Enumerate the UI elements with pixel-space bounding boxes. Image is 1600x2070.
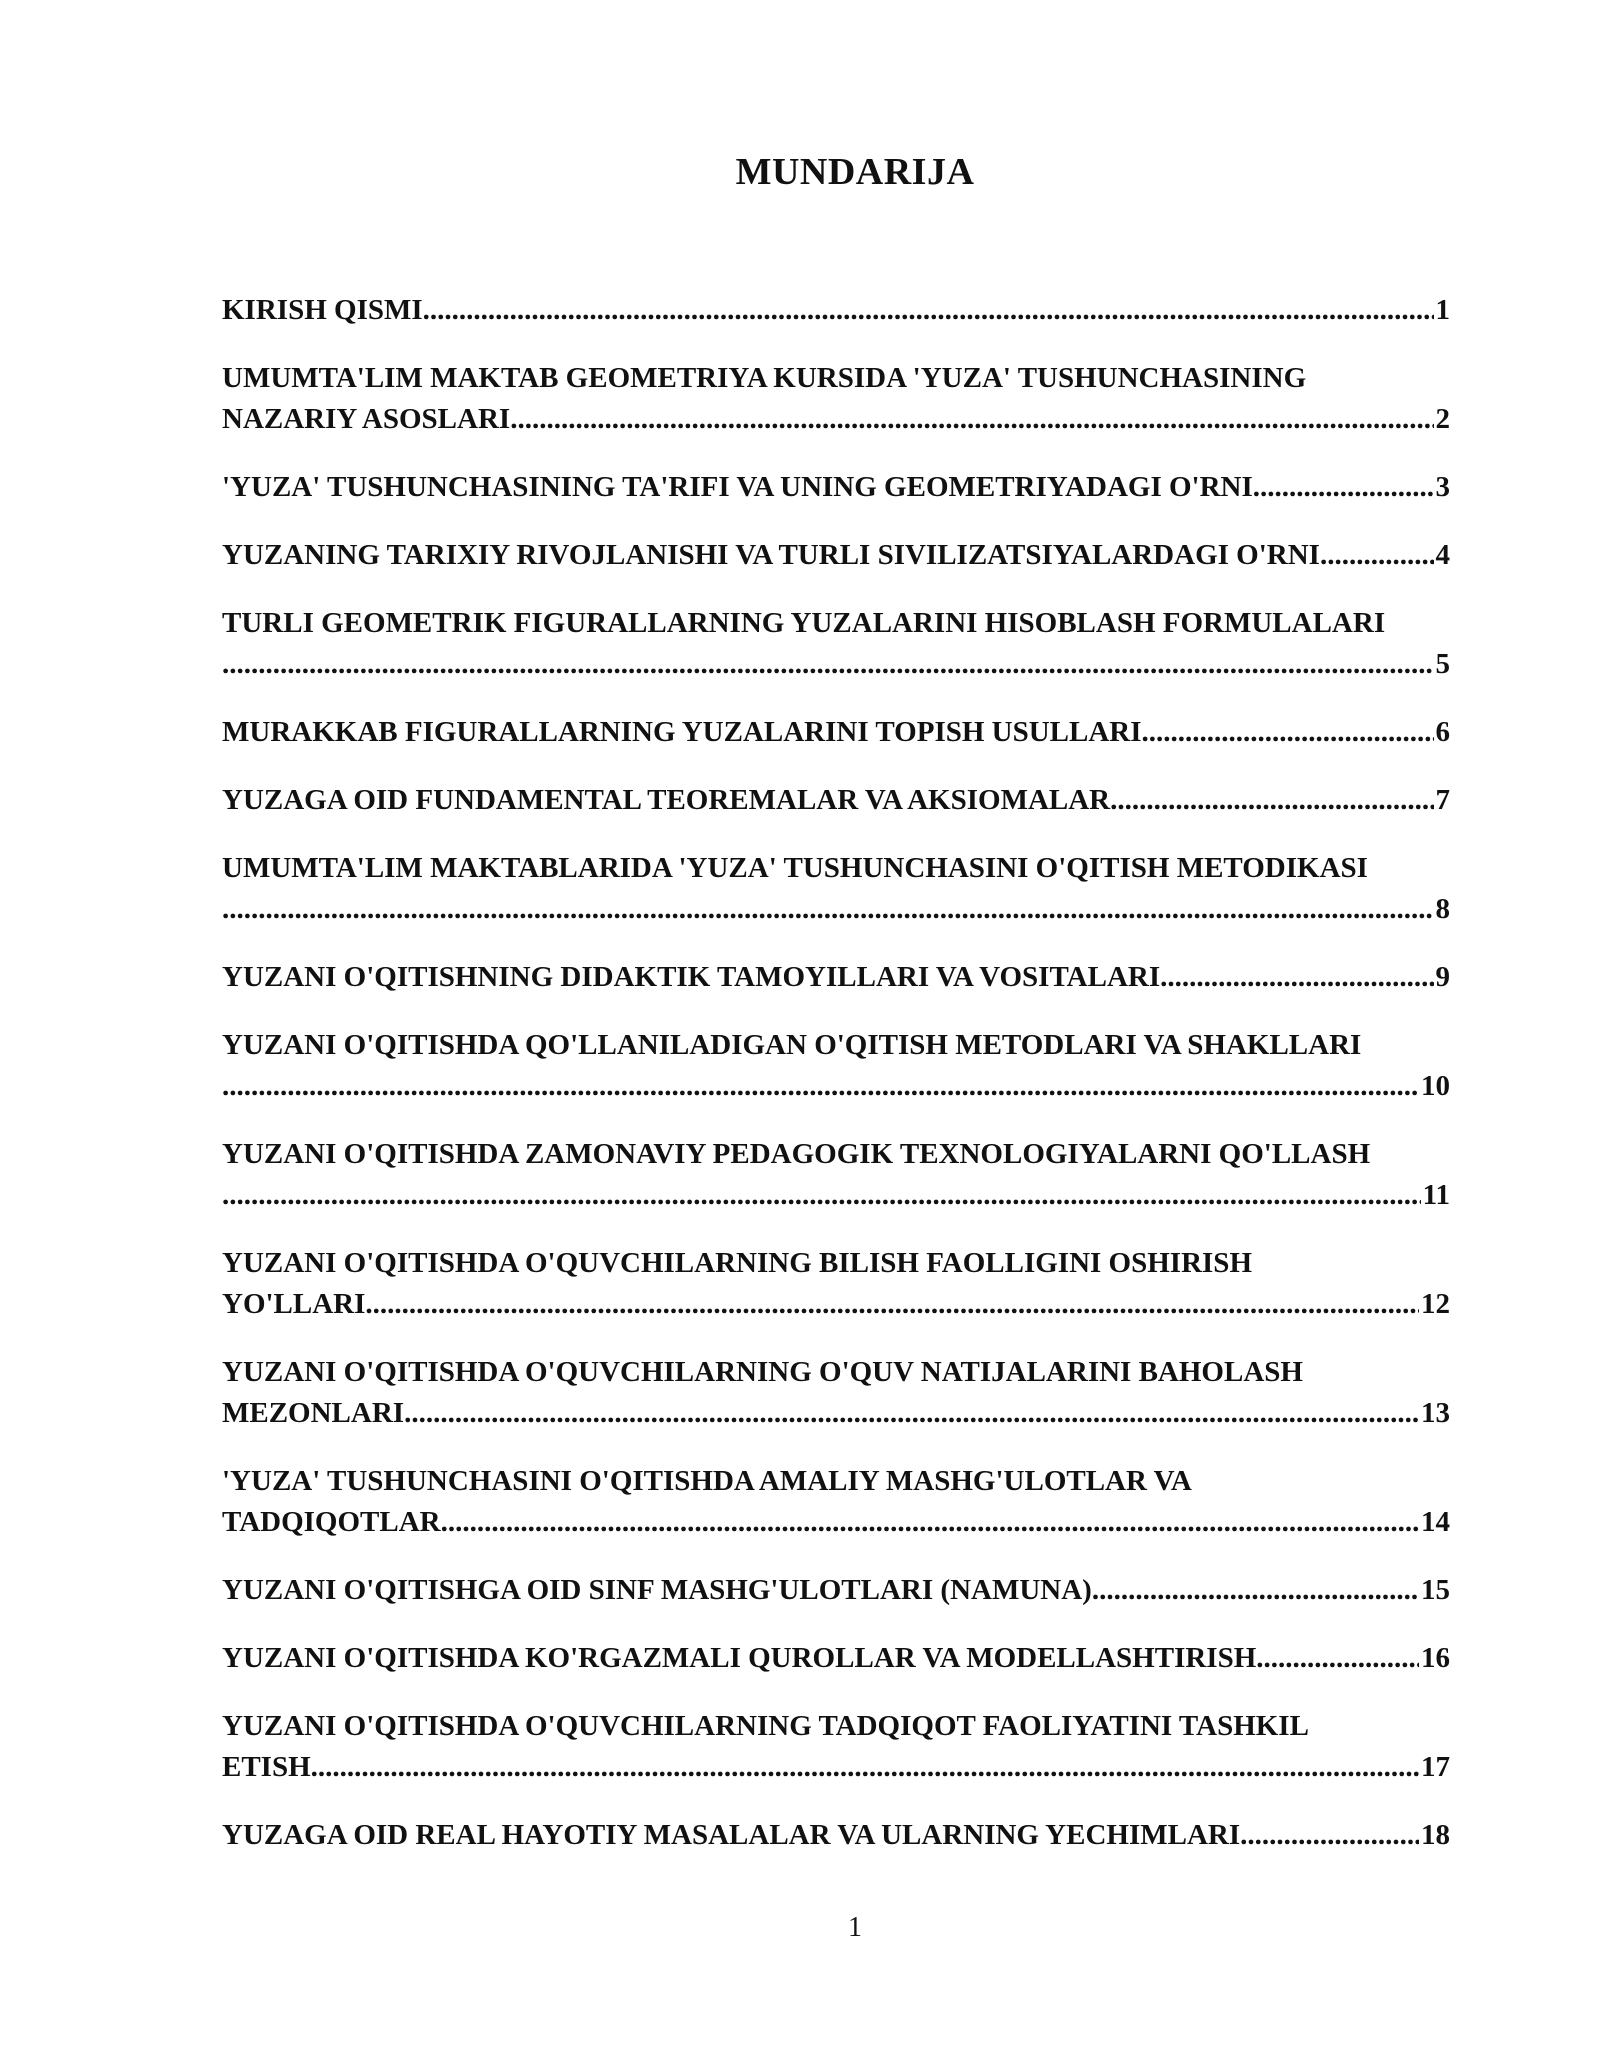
toc-entry-title-line: YUZANI O'QITISHDA O'QUVCHILARNING TADQIQOT FAOLIYATINI TASHKIL	[222, 1710, 1309, 1742]
toc-entry-title: TADQIQOTLAR	[222, 1506, 441, 1538]
dot-leader	[222, 1066, 1419, 1107]
dot-leader	[365, 1284, 1419, 1325]
toc-entry	[222, 467, 1450, 508]
toc-entry	[222, 290, 1450, 331]
toc-entry	[222, 1638, 1450, 1679]
toc-entry-title: 'YUZA' TUSHUNCHASINING TA'RIFI VA UNING GEOMETRIYADAGI O'RNI	[222, 471, 1253, 503]
toc-entry	[222, 1815, 1450, 1856]
toc-entry-title: NAZARIY ASOSLARI	[222, 403, 511, 435]
toc-entry	[222, 535, 1450, 576]
dot-leader	[1240, 1815, 1419, 1856]
toc-page-number: 18	[1421, 1819, 1450, 1851]
toc-entry-title-line: YUZANI O'QITISHDA ZAMONAVIY PEDAGOGIK TEXNOLOGIYALARNI QO'LLASH	[222, 1138, 1371, 1170]
toc-entry	[222, 957, 1450, 998]
toc-entry-last-line	[222, 290, 1450, 331]
dot-leader	[441, 1502, 1419, 1543]
toc-entry	[222, 712, 1450, 753]
dot-leader	[1320, 535, 1434, 576]
table-of-contents	[222, 290, 1450, 1883]
toc-entry-title: YUZANI O'QITISHGA OID SINF MASHG'ULOTLARI (NAMUNA)	[222, 1574, 1092, 1606]
toc-entry-last-line	[222, 644, 1450, 685]
toc-page-number: 6	[1435, 716, 1450, 748]
toc-entry	[222, 1352, 1450, 1434]
toc-entry-last-line	[222, 399, 1450, 440]
toc-page-number: 7	[1435, 784, 1450, 816]
toc-entry-last-line	[222, 780, 1450, 821]
toc-entry-title-line: YUZANI O'QITISHDA O'QUVCHILARNING BILISH FAOLLIGINI OSHIRISH	[222, 1247, 1252, 1279]
toc-page-number: 13	[1421, 1397, 1450, 1429]
toc-entry	[222, 1025, 1450, 1107]
toc-entry-title: ETISH	[222, 1751, 311, 1783]
toc-entry-title: YUZAGA OID FUNDAMENTAL TEOREMALAR VA AKSIOMALAR	[222, 784, 1111, 816]
toc-entry-title: YUZANING TARIXIY RIVOJLANISHI VA TURLI SIVILIZATSIYALARDAGI O'RNI	[222, 539, 1320, 571]
toc-page-number: 15	[1421, 1574, 1450, 1606]
toc-entry-title-line: UMUMTA'LIM MAKTABLARIDA 'YUZA' TUSHUNCHASINI O'QITISH METODIKASI	[222, 852, 1368, 884]
toc-entry	[222, 848, 1450, 930]
dot-leader	[311, 1747, 1419, 1788]
toc-entry	[222, 1570, 1450, 1611]
toc-entry-title: YUZANI O'QITISHDA KO'RGAZMALI QUROLLAR VA MODELLASHTIRISH	[222, 1642, 1257, 1674]
toc-page-number: 5	[1435, 648, 1450, 680]
toc-entry-last-line	[222, 1570, 1450, 1611]
toc-page-number: 16	[1421, 1642, 1450, 1674]
toc-entry-title-line: YUZANI O'QITISHDA O'QUVCHILARNING O'QUV NATIJALARINI BAHOLASH	[222, 1356, 1303, 1388]
toc-page-number: 8	[1435, 893, 1450, 925]
toc-entry-last-line	[222, 712, 1450, 753]
toc-entry	[222, 358, 1450, 440]
toc-entry-last-line	[222, 1175, 1450, 1216]
toc-entry-last-line	[222, 1502, 1450, 1543]
toc-entry	[222, 603, 1450, 685]
toc-entry-last-line	[222, 1066, 1450, 1107]
dot-leader	[510, 399, 1433, 440]
dot-leader	[423, 290, 1434, 331]
toc-entry	[222, 1461, 1450, 1543]
page-title: MUNDARIJA	[735, 151, 975, 193]
toc-entry-title: KIRISH QISMI	[222, 294, 423, 326]
toc-entry-title: MURAKKAB FIGURALLARNING YUZALARINI TOPISH USULLARI	[222, 716, 1142, 748]
toc-entry-last-line	[222, 1393, 1450, 1434]
toc-entry-title: MEZONLARI	[222, 1397, 405, 1429]
dot-leader	[1142, 712, 1434, 753]
toc-entry-title-line: 'YUZA' TUSHUNCHASINI O'QITISHDA AMALIY MASHG'ULOTLAR VA	[222, 1465, 1192, 1497]
dot-leader	[222, 644, 1434, 685]
toc-entry-title: YUZAGA OID REAL HAYOTIY MASALALAR VA ULARNING YECHIMLARI	[222, 1819, 1241, 1851]
toc-page-number: 10	[1421, 1070, 1450, 1102]
toc-page-number: 11	[1422, 1179, 1450, 1211]
page-number: 1	[848, 1912, 862, 1943]
toc-page-number: 1	[1435, 294, 1450, 326]
toc-entry	[222, 780, 1450, 821]
toc-page-number: 17	[1421, 1751, 1450, 1783]
toc-entry-title-line: TURLI GEOMETRIK FIGURALLARNING YUZALARINI HISOBLASH FORMULALARI	[222, 607, 1386, 639]
toc-entry-last-line	[222, 957, 1450, 998]
dot-leader	[1253, 467, 1434, 508]
toc-entry-last-line	[222, 535, 1450, 576]
dot-leader	[1092, 1570, 1419, 1611]
dot-leader	[404, 1393, 1419, 1434]
toc-entry-last-line	[222, 1284, 1450, 1325]
toc-entry-last-line	[222, 1747, 1450, 1788]
toc-entry-title: YUZANI O'QITISHNING DIDAKTIK TAMOYILLARI VA VOSITALARI	[222, 961, 1161, 993]
toc-page-number: 2	[1435, 403, 1450, 435]
toc-entry	[222, 1243, 1450, 1325]
dot-leader	[1110, 780, 1433, 821]
toc-entry-title-line: UMUMTA'LIM MAKTAB GEOMETRIYA KURSIDA 'YUZA' TUSHUNCHASINING	[222, 362, 1307, 394]
toc-entry	[222, 1706, 1450, 1788]
toc-entry-title-line: YUZANI O'QITISHDA QO'LLANILADIGAN O'QITISH METODLARI VA SHAKLLARI	[222, 1029, 1362, 1061]
dot-leader	[1160, 957, 1433, 998]
toc-page-number: 12	[1421, 1288, 1450, 1320]
toc-page-number: 3	[1435, 471, 1450, 503]
toc-entry	[222, 1134, 1450, 1216]
toc-entry-last-line	[222, 1638, 1450, 1679]
toc-page-number: 14	[1421, 1506, 1450, 1538]
toc-entry-last-line	[222, 467, 1450, 508]
toc-page-number: 4	[1435, 539, 1450, 571]
dot-leader	[222, 889, 1434, 930]
toc-page-number: 9	[1435, 961, 1450, 993]
toc-entry-last-line	[222, 889, 1450, 930]
toc-entry-last-line	[222, 1815, 1450, 1856]
toc-entry-title: YO'LLARI	[222, 1288, 366, 1320]
dot-leader	[1256, 1638, 1419, 1679]
dot-leader	[222, 1175, 1421, 1216]
